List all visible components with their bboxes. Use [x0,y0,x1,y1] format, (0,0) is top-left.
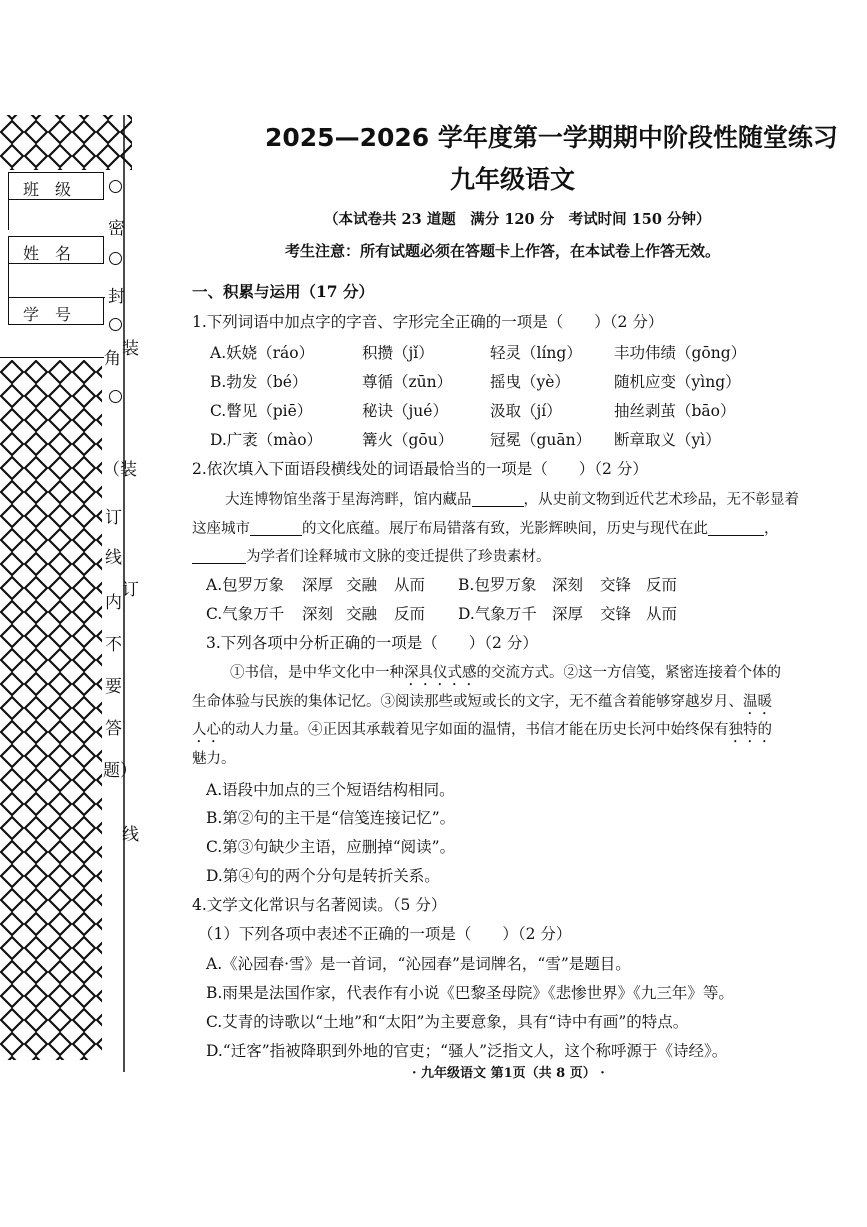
q3-passage-line-2 [192,690,772,718]
seal-circle [109,252,122,265]
q2-passage-line-1 [225,488,799,509]
q3-dotted-phrase-2b: 人心 [192,722,221,738]
q3-passage-line-1 [230,661,781,689]
q3-option-c[interactable]: C.第③句缺少主语，应删掉“阅读”。 [206,838,456,856]
inner-char-2: 订 [105,508,122,528]
class-label: 班 级 [23,180,72,199]
q3-passage-line-3 [192,718,772,746]
q2-d-4: 从而 [646,605,678,623]
q1-option-b[interactable] [210,370,741,392]
q2-p2a: 这座城市 [192,521,250,537]
q2-p2b: 的文化底蕴。展厅布局错落有致，光影辉映间，历史与现代在此 [302,521,708,537]
q3-option-a[interactable]: A.语段中加点的三个短语结构相同。 [206,781,455,799]
q1-a-1: A.妖娆（ráo） [210,344,315,362]
q1-b-3: 摇曳（yè） [490,373,570,391]
q1-b-2: 尊循（zūn） [362,373,453,391]
seal-circle [109,318,122,331]
q1-c-3: 汲取（jí） [490,402,562,420]
q2-a-2: 深厚 [302,576,334,594]
q1-stem: 1.下列词语中加点字的字音、字形完全正确的一项是（ ）（2 分） [192,313,664,331]
q1-option-c[interactable] [210,399,736,421]
q2-c-4: 反而 [394,605,426,623]
q2-a-3: 交融 [346,576,378,594]
seal-char-mi: 密 [108,219,125,239]
q2-b-3: 交锋 [600,576,632,594]
q2-c-1: C.气象万千 [206,605,285,623]
q2-a-1: A.包罗万象 [206,576,285,594]
section-heading: 一、积累与运用（17 分） [192,282,374,301]
q1-d-3: 冠冕（guān） [490,431,592,449]
student-id-field[interactable] [8,297,104,325]
q2-option-b[interactable] [458,573,677,595]
q2-passage-line-2 [192,517,779,538]
q2-blank-2[interactable] [250,521,302,537]
q2-p3: 为学者们诠释城市文脉的变迁提供了珍贵素材。 [246,549,551,565]
inner-char-4: 内 [105,593,122,613]
q2-option-c[interactable] [206,602,462,624]
name-field[interactable] [8,236,104,264]
inner-char-1: （装 [103,460,137,480]
class-field[interactable] [8,172,104,200]
q3-p2: 生命体验与民族的集体记忆。③阅读那些或短或长的文字，无不蕴含着能够穿越岁月、 [192,694,743,710]
exam-info: （本试卷共 23 道题 满分 120 分 考试时间 150 分钟） [324,211,711,228]
q1-a-3: 轻灵（líng） [490,344,582,362]
corner-char: 角 [104,349,121,369]
q3-p3b: 的动人力量。④正因其承载着见字如面的温情，书信才能在历史长河中始终保有 [221,722,729,738]
q3-dotted-phrase-2a: 温暖 [743,694,772,710]
q2-blank-4[interactable] [192,549,246,565]
q1-a-4: 丰功伟绩（gōng） [614,344,747,362]
q2-option-a[interactable] [206,573,462,595]
q2-blank-1[interactable] [472,492,524,508]
q2-b-2: 深刻 [552,576,584,594]
q3-option-b[interactable]: B.第②句的主干是“信笺连接记忆”。 [206,809,456,827]
q3-dotted-phrase-1: 深具仪式感 [404,665,477,681]
q2-stem: 2.依次填入下面语段横线处的词语最恰当的一项是（ ）（2 分） [192,460,648,478]
q3-p1c: 的交流方式。②这一方信笺，紧密连接着个体的 [476,665,781,681]
name-label: 姓 名 [23,244,72,263]
q1-d-4: 断章取义（yì） [614,431,721,449]
seal-circle [109,180,122,193]
seal-char-zhuang: 装 [122,339,139,359]
q2-d-3: 交锋 [600,605,632,623]
q3-stem: 3.下列各项中分析正确的一项是（ ）（2 分） [206,634,538,652]
q4-option-d[interactable]: D.“迁客”指被降职到外地的官吏；“骚人”泛指文人，这个称呼源于《诗经》。 [206,1042,728,1060]
class-underline [8,200,105,230]
q1-option-d[interactable] [210,428,721,450]
q2-a-4: 从而 [394,576,426,594]
q2-p1b: ，从史前文物到近代艺术珍品，无不彰显着 [523,492,799,508]
q2-c-3: 交融 [346,605,378,623]
inner-char-5: 不 [105,635,122,655]
q1-c-2: 秘诀（jué） [362,402,448,420]
q4-option-b[interactable]: B.雨果是法国作家，代表作有小说《巴黎圣母院》《悲惨世界》《九三年》等。 [206,984,734,1002]
seal-char-ding: 订 [122,580,139,600]
q4-option-c[interactable]: C.艾青的诗歌以“土地”和“太阳”为主要意象，具有“诗中有画”的特点。 [206,1013,689,1031]
q1-option-a[interactable] [210,341,746,363]
q2-c-2: 深刻 [302,605,334,623]
q2-d-2: 深厚 [552,605,584,623]
q2-option-d[interactable] [458,602,677,624]
exam-notice: 考生注意：所有试题必须在答题卡上作答，在本试卷上作答无效。 [285,242,721,260]
q1-c-1: C.瞥见（piē） [210,402,313,420]
q2-b-1: B.包罗万象 [458,576,537,594]
q1-d-1: D.广袤（mào） [210,431,323,449]
q4-sub1-stem: （1）下列各项中表述不正确的一项是（ ）（2 分） [198,925,572,943]
q3-dotted-phrase-3: 独特的 [728,722,772,738]
seal-char-xian: 线 [122,825,139,845]
q1-d-2: 篝火（gōu） [362,431,454,449]
inner-char-8: 题） [103,761,137,781]
q2-passage-line-3 [192,545,551,566]
q1-a-2: 积攒（jǐ） [362,344,434,362]
seal-char-feng: 封 [108,287,125,307]
q3-passage-line-4: 魅力。 [192,751,236,767]
student-id-label: 学 号 [23,305,72,324]
binding-margin [0,0,140,1227]
q1-b-4: 随机应变（yìng） [614,373,741,391]
q4-option-a[interactable]: A.《沁园春·雪》是一首词，“沁园春”是词牌名，“雪”是题目。 [206,955,631,973]
q2-p1a: 大连博物馆坐落于星海湾畔，馆内藏品 [225,492,472,508]
student-id-underline [0,325,104,358]
seal-circle [109,390,122,403]
inner-char-3: 线 [105,548,122,568]
q2-p2c: ， [764,521,779,537]
q3-option-d[interactable]: D.第④句的两个分句是转折关系。 [206,867,440,885]
page-footer: · 九年级语文 第1页（共 8 页） · [412,1066,605,1081]
inner-char-6: 要 [105,677,122,697]
q3-p1a: ①书信，是中华文化中一种 [230,665,404,681]
exam-title: 2025—2026 学年度第一学期期中阶段性随堂练习 [265,123,838,152]
inner-char-7: 答 [105,719,122,739]
q4-stem: 4.文学文化常识与名著阅读。（5 分） [192,896,447,914]
q2-blank-3[interactable] [708,521,764,537]
q2-b-4: 反而 [646,576,678,594]
q2-d-1: D.气象万千 [458,605,537,623]
exam-subtitle: 九年级语文 [450,165,576,194]
q1-c-4: 抽丝剥茧（bāo） [614,402,736,420]
name-underline [8,264,105,298]
q1-b-1: B.勃发（bé） [210,373,308,391]
